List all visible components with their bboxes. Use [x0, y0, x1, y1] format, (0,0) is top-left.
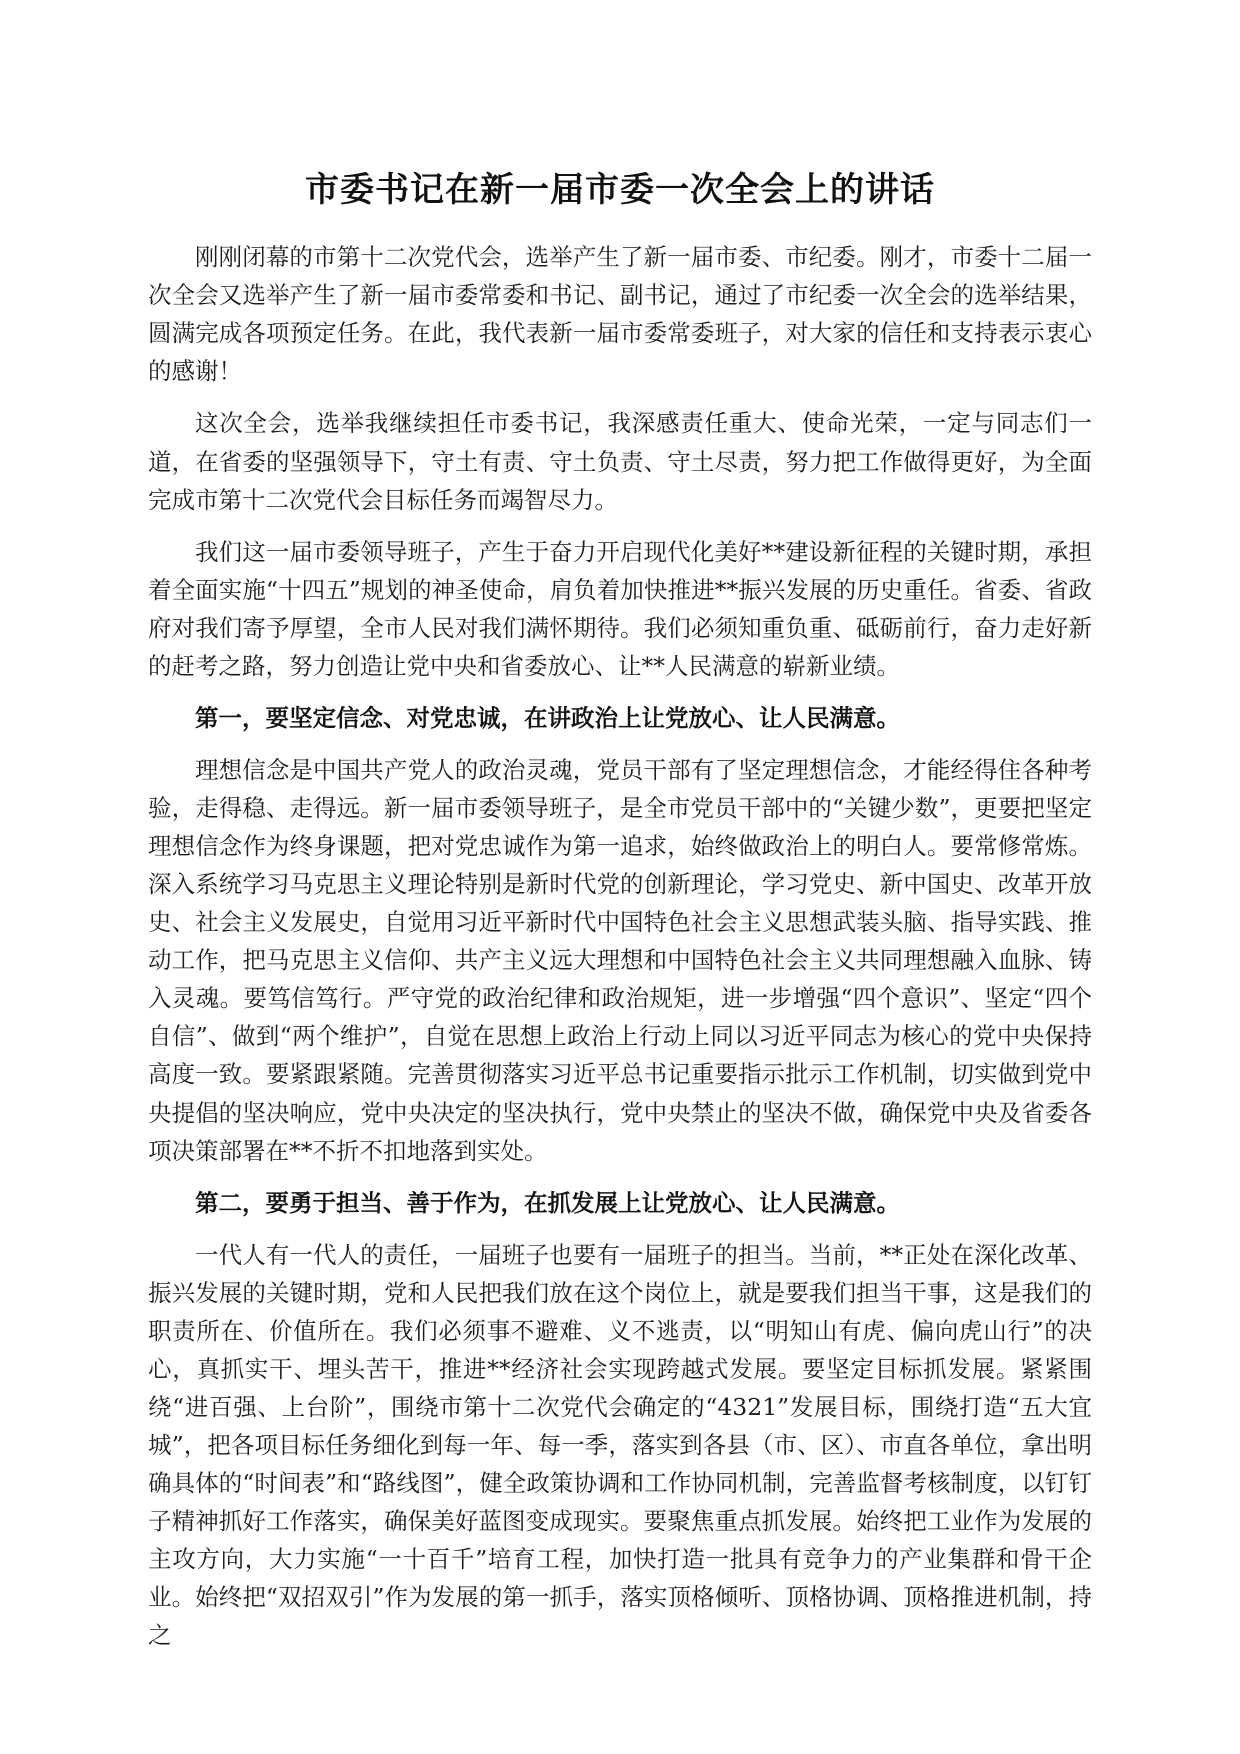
paragraph: 这次全会，选举我继续担任市委书记，我深感责任重大、使命光荣，一定与同志们一道，在省委的坚强领导下，守土有责、守土负责、守土尽责，努力把工作做得更好，为全面完成市第十二次党代会目标任务而竭智尽力。 [148, 409, 1092, 514]
section-heading-first: 第一，要坚定信念、对党忠诚，在讲政治上让党放心、让人民满意。 [195, 703, 900, 732]
paragraph: 理想信念是中国共产党人的政治灵魂，党员干部有了坚定理想信念，才能经得住各种考验，走得稳、走得远。新一届市委领导班子，是全市党员干部中的“关键少数”，更要把坚定理想信念作为终身课题，把对党忠诚作为第一追求，始终做政治上的明白人。要常修常炼。深入系统学习马克思主义理论特别是新时代党的创新理论，学习党史、新中国史、改革开放史、社会主义发展史，自觉用习近平新时代中国特色社会主义思想武装头脑、指导实践、推动工作，把马克思主义信仰、共产主义远大理想和中国特色社会主义共同理想融入血脉、铸入灵魂。要笃信笃行。严守党的政治纪律和政治规矩，进一步增强“四个意识”、坚定“四个自信”、做到“两个维护”，自觉在思想上政治上行动上同以习近平同志为核心的党中央保持高度一致。要紧跟紧随。完善贯彻落实习近平总书记重要指示批示工作机制，切实做到党中央提倡的坚决响应，党中央决定的坚决执行，党中央禁止的坚决不做，确保党中央及省委各项决策部署在**不折不扣地落到实处。 [148, 755, 1092, 1165]
paragraph: 我们这一届市委领导班子，产生于奋力开启现代化美好**建设新征程的关键时期，承担着全面实施“十四五”规划的神圣使命，肩负着加快推进**振兴发展的历史重任。省委、省政府对我们寄予厚望，全市人民对我们满怀期待。我们必须知重负重、砥砺前行，奋力走好新的赶考之路，努力创造让党中央和省委放心、让**人民满意的崭新业绩。 [148, 537, 1092, 680]
section-heading-second: 第二，要勇于担当、善于作为，在抓发展上让党放心、让人民满意。 [195, 1188, 900, 1217]
paragraph: 一代人有一代人的责任，一届班子也要有一届班子的担当。当前，**正处在深化改革、振兴发展的关键时期，党和人民把我们放在这个岗位上，就是要我们担当干事，这是我们的职责所在、价值所在。我们必须事不避难、义不逃责，以“明知山有虎、偏向虎山行”的决心，真抓实干、埋头苦干，推进**经济社会实现跨越式发展。要坚定目标抓发展。紧紧围绕“进百强、上台阶”，围绕市第十二次党代会确定的“4321”发展目标，围绕打造“五大宜城”，把各项目标任务细化到每一年、每一季，落实到各县（市、区）、市直各单位，拿出明确具体的“时间表”和“路线图”，健全政策协调和工作协同机制，完善监督考核制度，以钉钉子精神抓好工作落实，确保美好蓝图变成现实。要聚焦重点抓发展。始终把工业作为发展的主攻方向，大力实施“一十百千”培育工程，加快打造一批具有竞争力的产业集群和骨干企业。始终把“双招双引”作为发展的第一抓手，落实顶格倾听、顶格协调、顶格推进机制，持之 [148, 1240, 1092, 1650]
paragraph: 刚刚闭幕的市第十二次党代会，选举产生了新一届市委、市纪委。刚才，市委十二届一次全会又选举产生了新一届市委常委和书记、副书记，通过了市纪委一次全会的选举结果，圆满完成各项预定任务。在此，我代表新一届市委常委班子，对大家的信任和支持表示衷心的感谢！ [148, 243, 1092, 386]
page-title: 市委书记在新一届市委一次全会上的讲话 [305, 170, 935, 210]
